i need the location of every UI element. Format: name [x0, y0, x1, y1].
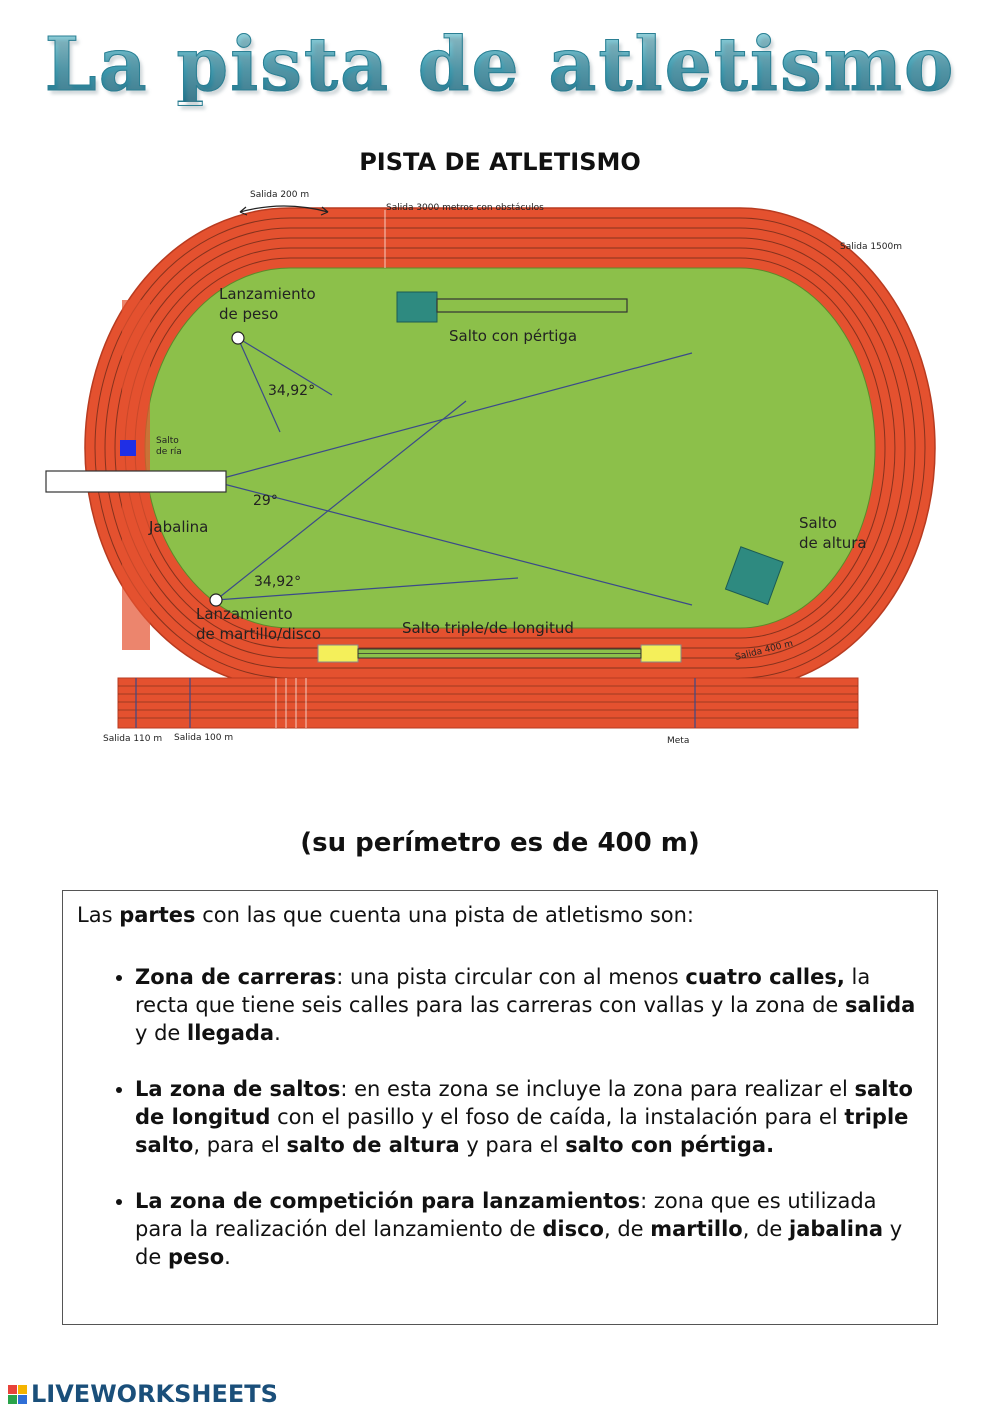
footer-brand-text: LIVEWORKSHEETS — [31, 1380, 278, 1408]
label-salida-3000: Salida 3000 metros con obstáculos — [386, 203, 544, 213]
track-diagram — [40, 180, 960, 760]
pole-vault-pit — [397, 292, 437, 322]
page-title: La pista de atletismo — [0, 28, 1000, 102]
label-salida-200: Salida 200 m — [250, 190, 310, 200]
label-salida-110: Salida 110 m — [103, 734, 163, 744]
intro-paragraph: Las partes con las que cuenta una pista de atletismo son: — [77, 903, 694, 927]
label-martillo-2: de martillo/disco — [196, 625, 322, 643]
label-angle-jabalina: 29° — [253, 493, 278, 509]
label-salida-100: Salida 100 m — [174, 733, 234, 743]
liveworksheets-logo-icon — [8, 1385, 27, 1404]
straight — [118, 678, 858, 728]
label-altura-1: Salto — [799, 514, 837, 532]
pole-vault-runway — [437, 299, 627, 312]
perimeter-text: (su perímetro es de 400 m) — [300, 828, 700, 858]
long-jump-pit-right — [641, 645, 681, 662]
label-angle-martillo: 34,92° — [254, 574, 302, 590]
label-angle-peso: 34,92° — [268, 383, 316, 399]
info-box — [62, 890, 938, 1325]
track-diagram-svg — [40, 180, 960, 760]
label-salida-1500: Salida 1500m — [840, 242, 902, 252]
label-ria-2: de ría — [156, 447, 182, 457]
list-item-saltos: • La zona de saltos: en esta zona se incluye la zona para realizar el salto de longitud con el pasillo y el foso de caída, la instalación para el triple salto, para el salto de altura y para el salto con pértiga. — [135, 1075, 923, 1159]
list-item-carreras: • Zona de carreras: una pista circular con al menos cuatro calles, la recta que tiene seis calles para las carreras con vallas y la zona de salida y de llegada. — [135, 963, 923, 1047]
shot-put-circle — [232, 332, 244, 344]
list-item-lanzamientos: • La zona de competición para lanzamientos: zona que es utilizada para la realización del lanzamiento de disco, de martillo, de jabalina y de peso. — [135, 1187, 923, 1271]
footer-brand[interactable] — [8, 1380, 278, 1408]
diagram-title: PISTA DE ATLETISMO — [359, 148, 641, 176]
label-triple: Salto triple/de longitud — [402, 619, 574, 637]
parts-list — [77, 963, 923, 1271]
label-jabalina: Jabalina — [149, 518, 209, 536]
label-meta: Meta — [667, 736, 690, 746]
label-salida-400: Salida 400 m — [734, 638, 795, 663]
label-peso-2: de peso — [219, 305, 279, 323]
long-jump-pit-left — [318, 645, 358, 662]
label-peso-1: Lanzamiento — [219, 285, 316, 303]
water-jump — [120, 440, 136, 456]
label-pertiga: Salto con pértiga — [449, 327, 578, 345]
javelin-runway — [46, 471, 226, 492]
label-altura-2: de altura — [799, 534, 867, 552]
label-ria-1: Salto — [156, 436, 179, 446]
label-martillo-1: Lanzamiento — [196, 605, 293, 623]
